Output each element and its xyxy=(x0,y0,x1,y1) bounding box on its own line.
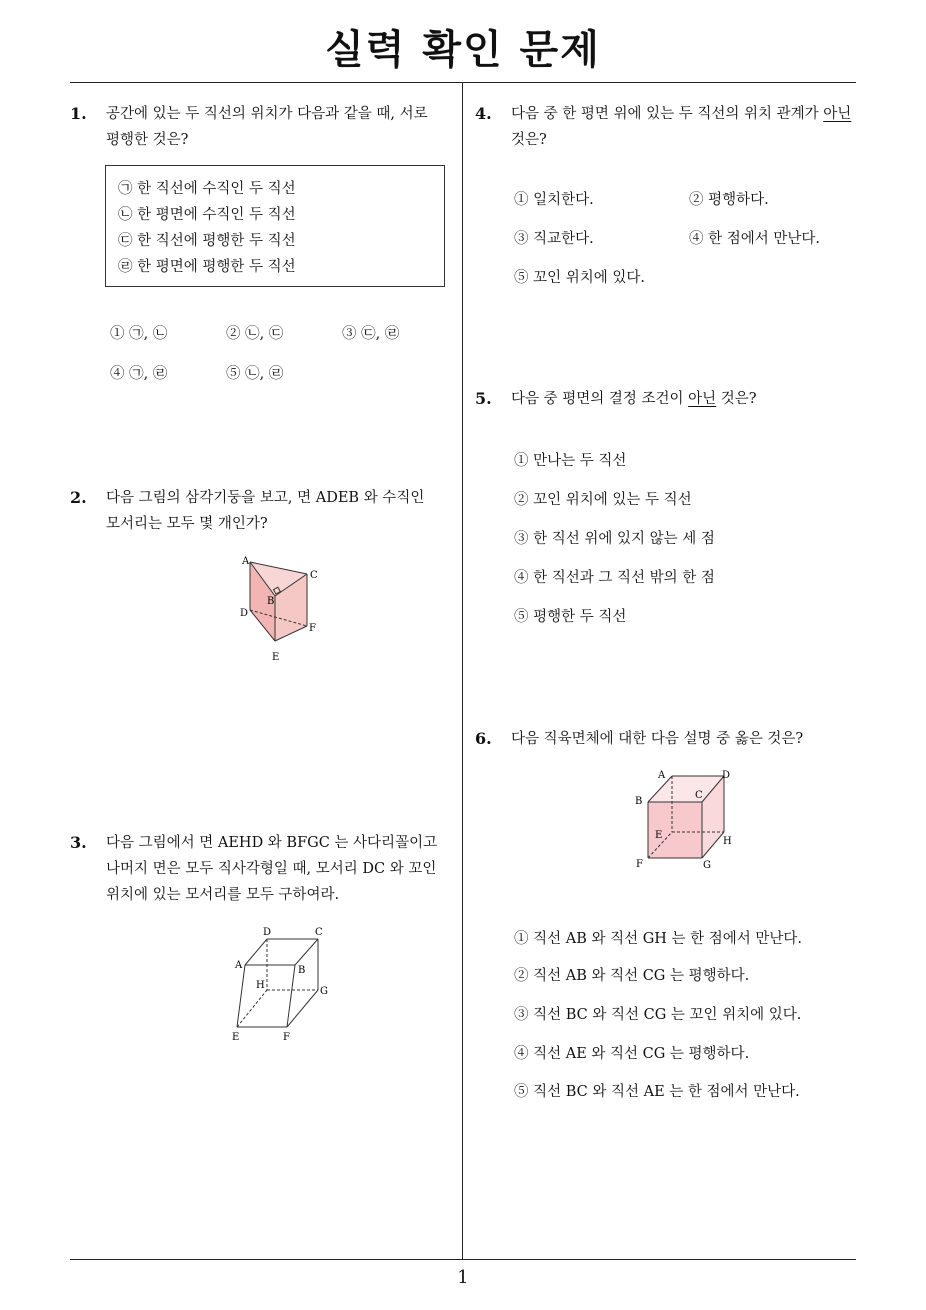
question-number: 2. xyxy=(70,488,87,507)
answer-choice-3[interactable]: ③ ㉢, ㉣ xyxy=(342,326,400,342)
vertex-label: B xyxy=(298,965,306,976)
vertex-label: E xyxy=(655,830,663,841)
answer-choice-1[interactable]: ① 직선 AB 와 직선 GH 는 한 점에서 만난다. xyxy=(514,931,803,947)
answer-choice-5[interactable]: ⑤ 직선 BC 와 직선 AE 는 한 점에서 만난다. xyxy=(514,1084,800,1100)
question-text xyxy=(511,726,803,752)
question-line: 다음 그림에서 면 AEHD 와 BFGC 는 사다리꼴이고 xyxy=(106,835,438,851)
vertex-label: H xyxy=(723,836,732,847)
question-line: 공간에 있는 두 직선의 위치가 다음과 같을 때, 서로 xyxy=(106,106,428,122)
answer-choice-1[interactable]: ① 일치한다. xyxy=(514,192,594,208)
answer-choice-4[interactable]: ④ 한 점에서 만난다. xyxy=(689,231,820,247)
vertex-label: F xyxy=(636,859,643,870)
question-text xyxy=(511,386,757,412)
vertex-label: B xyxy=(635,796,643,807)
question-text xyxy=(106,485,424,537)
question-line: 나머지 면은 모두 직사각형일 때, 모서리 DC 와 꼬인 xyxy=(106,861,437,877)
vertex-label: E xyxy=(272,652,280,663)
statement-item: ㉣ 한 평면에 평행한 두 직선 xyxy=(118,259,296,275)
underlined-word: 아닌 xyxy=(688,391,717,407)
question-number: 3. xyxy=(70,833,87,852)
question-4 xyxy=(475,101,870,291)
answer-choice-4[interactable]: ④ 직선 AE 와 직선 CG 는 평행하다. xyxy=(514,1046,750,1062)
answer-choice-5[interactable]: ⑤ 꼬인 위치에 있다. xyxy=(514,270,645,286)
statement-box xyxy=(105,165,445,287)
statement-item: ㉠ 한 직선에 수직인 두 직선 xyxy=(118,181,296,197)
answer-choice-2[interactable]: ② ㉡, ㉢ xyxy=(226,326,284,342)
question-line: 위치에 있는 모서리를 모두 구하여라. xyxy=(106,887,340,903)
answer-choice-1[interactable]: ① 만나는 두 직선 xyxy=(514,453,627,469)
statement-item: ㉡ 한 평면에 수직인 두 직선 xyxy=(118,207,296,223)
vertex-label: H xyxy=(256,980,265,991)
answer-choice-1[interactable]: ① ㉠, ㉡ xyxy=(110,326,168,342)
question-1 xyxy=(70,101,460,401)
question-line: 평행한 것은? xyxy=(106,132,189,148)
trapezoid-prism-figure xyxy=(225,923,340,1045)
vertex-label: A xyxy=(235,960,243,971)
vertex-label: G xyxy=(320,986,328,997)
question-3 xyxy=(70,830,460,920)
question-line: 모서리는 모두 몇 개인가? xyxy=(106,516,268,532)
vertex-label: D xyxy=(722,770,731,781)
column-divider xyxy=(462,82,463,1259)
vertex-label: D xyxy=(263,927,272,938)
question-line: 다음 중 한 평면 위에 있는 두 직선의 위치 관계가 xyxy=(511,106,824,122)
cuboid-figure xyxy=(628,766,743,874)
vertex-label: E xyxy=(232,1032,240,1043)
vertex-label: A xyxy=(242,556,250,567)
question-text xyxy=(511,101,851,153)
answer-choice-4[interactable]: ④ 한 직선과 그 직선 밖의 한 점 xyxy=(514,570,715,586)
answer-choice-3[interactable]: ③ 한 직선 위에 있지 않는 세 점 xyxy=(514,531,715,547)
page-title: 실력 확인 문제 xyxy=(325,27,601,73)
triangular-prism-figure xyxy=(230,552,330,664)
question-number: 6. xyxy=(475,729,492,748)
underlined-word: 아닌 xyxy=(823,106,852,122)
vertex-label: F xyxy=(309,623,316,634)
vertex-label: C xyxy=(315,927,323,938)
answer-choice-5[interactable]: ⑤ ㉡, ㉣ xyxy=(226,366,284,382)
question-line: 것은? xyxy=(511,132,547,148)
question-text xyxy=(106,101,428,153)
question-5 xyxy=(475,386,870,626)
answer-choice-2[interactable]: ② 직선 AB 와 직선 CG 는 평행하다. xyxy=(514,968,750,984)
vertex-label: A xyxy=(658,770,666,781)
answer-choice-3[interactable]: ③ 직선 BC 와 직선 CG 는 꼬인 위치에 있다. xyxy=(514,1007,802,1023)
question-number: 4. xyxy=(475,104,492,123)
question-text xyxy=(106,830,437,908)
question-line: 다음 직육면체에 대한 다음 설명 중 옳은 것은? xyxy=(511,731,804,747)
statement-item: ㉢ 한 직선에 평행한 두 직선 xyxy=(118,233,296,249)
answer-choice-2[interactable]: ② 꼬인 위치에 있는 두 직선 xyxy=(514,492,692,508)
question-line: 다음 중 평면의 결정 조건이 xyxy=(511,391,689,407)
vertex-label: F xyxy=(283,1032,290,1043)
vertex-label: D xyxy=(240,608,249,619)
vertex-label: B xyxy=(267,596,275,607)
bottom-rule xyxy=(70,1259,856,1260)
top-rule xyxy=(70,82,856,83)
vertex-label: G xyxy=(703,860,711,871)
vertex-label: C xyxy=(310,570,318,581)
answer-choice-2[interactable]: ② 평행하다. xyxy=(689,192,769,208)
page-number: 1 xyxy=(457,1267,469,1288)
question-line: 다음 그림의 삼각기둥을 보고, 면 ADEB 와 수직인 xyxy=(106,490,425,506)
question-line: 것은? xyxy=(716,391,757,407)
question-number: 1. xyxy=(70,104,87,123)
answer-choice-3[interactable]: ③ 직교한다. xyxy=(514,231,594,247)
vertex-label: C xyxy=(695,790,703,801)
question-number: 5. xyxy=(475,389,492,408)
answer-choice-5[interactable]: ⑤ 평행한 두 직선 xyxy=(514,609,627,625)
answer-choice-4[interactable]: ④ ㉠, ㉣ xyxy=(110,366,168,382)
